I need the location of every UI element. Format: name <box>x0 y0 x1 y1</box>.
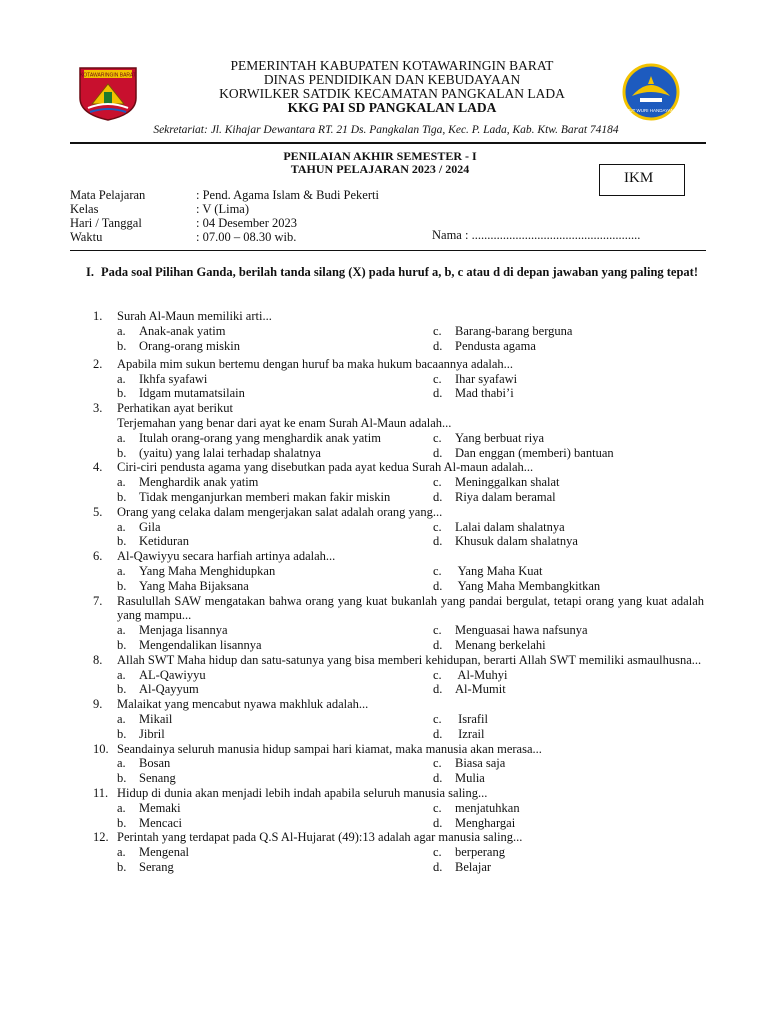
option-b[interactable] <box>117 682 199 697</box>
option-a[interactable] <box>117 712 172 727</box>
tut-wuri-logo-banner: TUT WURI HANDAYANI <box>626 108 676 113</box>
question-stem <box>0 357 768 372</box>
option-d[interactable] <box>433 579 600 594</box>
option-letter: c. <box>433 430 442 445</box>
question-text: Surah Al-Maun memiliki arti... <box>117 309 272 323</box>
option-letter: a. <box>117 623 126 638</box>
option-a[interactable] <box>117 431 381 446</box>
option-letter: a. <box>117 712 126 727</box>
question-item <box>0 786 768 830</box>
option-row <box>0 446 768 461</box>
question-item <box>0 653 768 697</box>
info-divider <box>70 250 706 251</box>
option-d[interactable] <box>433 771 485 786</box>
option-letter: d. <box>433 490 443 505</box>
option-row <box>0 475 768 490</box>
question-stem <box>0 697 768 712</box>
option-a[interactable] <box>117 801 181 816</box>
option-letter: a. <box>117 667 126 682</box>
option-text: Bosan <box>139 756 171 771</box>
question-item <box>0 697 768 741</box>
option-text: Yang Maha Membangkitkan <box>455 578 601 593</box>
option-letter: a. <box>117 800 126 815</box>
instruction <box>86 264 704 280</box>
option-letter: d. <box>433 815 443 830</box>
option-text: Menghardik anak yatim <box>139 475 259 490</box>
option-text: Lalai dalam shalatnya <box>455 519 565 534</box>
option-b[interactable] <box>117 579 249 594</box>
time-label: Waktu <box>70 230 103 244</box>
option-row <box>0 668 768 683</box>
option-row <box>0 816 768 831</box>
option-text: Khusuk dalam shalatnya <box>455 534 578 549</box>
letterhead <box>150 59 634 115</box>
option-text: Tidak menganjurkan memberi makan fakir miskin <box>139 490 391 505</box>
letterhead-kkg: KKG PAI SD PANGKALAN LADA <box>287 100 497 115</box>
option-text: Menang berkelahi <box>455 638 546 653</box>
option-c[interactable] <box>433 756 505 771</box>
option-row <box>0 638 768 653</box>
option-b[interactable] <box>117 446 321 461</box>
option-text: Memaki <box>139 800 181 815</box>
question-item <box>0 309 768 353</box>
option-letter: c. <box>433 712 442 727</box>
letterhead-divider <box>70 142 706 144</box>
option-d[interactable] <box>433 490 556 505</box>
question-item <box>0 505 768 549</box>
option-text: Yang berbuat riya <box>455 430 544 445</box>
question-number: 9. <box>93 697 103 712</box>
class-value: : V (Lima) <box>196 202 250 216</box>
question-stem <box>0 505 768 520</box>
option-d[interactable] <box>433 638 546 653</box>
option-text: Ketiduran <box>139 534 189 549</box>
option-text: Mencaci <box>139 815 183 830</box>
option-b[interactable] <box>117 638 262 653</box>
option-text: Ikhfa syafawi <box>139 371 208 386</box>
question-number: 12. <box>93 830 109 845</box>
option-d[interactable] <box>433 860 491 875</box>
option-letter: b. <box>117 682 127 697</box>
question-number: 2. <box>93 356 103 371</box>
option-letter: c. <box>433 667 442 682</box>
letterhead-government: PEMERINTAH KABUPATEN KOTAWARINGIN BARAT <box>230 58 554 73</box>
option-b[interactable] <box>117 490 390 505</box>
option-letter: d. <box>433 682 443 697</box>
option-text: Dan enggan (memberi) bantuan <box>455 445 614 460</box>
option-text: Itulah orang-orang yang menghardik anak yatim <box>139 430 381 445</box>
question-text: Al-Qawiyyu secara harfiah artinya adalah... <box>117 549 336 564</box>
question-text: Seandainya seluruh manusia hidup sampai hari kiamat, maka manusia akan merasa... <box>117 741 542 756</box>
question-stem <box>0 309 768 324</box>
question-number: 10. <box>93 741 109 756</box>
option-c[interactable] <box>433 372 517 387</box>
option-text: Senang <box>139 771 176 786</box>
question-text: Ciri-ciri pendusta agama yang disebutkan pada ayat kedua Surah Al-maun adalah... <box>117 460 534 475</box>
option-row <box>0 386 768 401</box>
exam-code-box: IKM <box>599 164 685 196</box>
option-text: Gila <box>139 519 161 534</box>
option-c[interactable] <box>433 845 505 860</box>
option-letter: c. <box>433 323 442 338</box>
option-row <box>0 564 768 579</box>
option-letter: a. <box>117 845 126 860</box>
option-text: menjatuhkan <box>455 800 520 815</box>
option-letter: d. <box>433 578 443 593</box>
option-row <box>0 845 768 860</box>
option-text: Mengenal <box>139 845 189 860</box>
option-letter: b. <box>117 638 127 653</box>
option-letter: a. <box>117 475 126 490</box>
question-text: Orang yang celaka dalam mengerjakan salat adalah orang yang... <box>117 504 443 519</box>
exam-title-line2: TAHUN PELAJARAN 2023 / 2024 <box>290 162 470 176</box>
option-text: Orang-orang miskin <box>139 338 241 353</box>
option-row <box>0 756 768 771</box>
option-text: Barang-barang berguna <box>455 323 573 338</box>
option-text: Al-Qayyum <box>139 682 199 697</box>
question-text: Perhatikan ayat berikut <box>117 401 233 416</box>
option-row <box>0 520 768 535</box>
question-stem <box>0 786 768 801</box>
option-b[interactable] <box>117 771 176 786</box>
student-name-field[interactable]: Nama : ...................................................... <box>432 228 641 242</box>
option-row <box>0 712 768 727</box>
option-text: Meninggalkan shalat <box>455 475 560 490</box>
question-item <box>0 742 768 786</box>
option-text: Yang Maha Menghidupkan <box>139 564 276 579</box>
question-stem <box>0 594 768 624</box>
option-b[interactable] <box>117 727 165 742</box>
option-text: Pendusta agama <box>455 338 536 353</box>
option-letter: a. <box>117 564 126 579</box>
option-letter: d. <box>433 859 443 874</box>
option-letter: c. <box>433 623 442 638</box>
question-stem <box>0 742 768 757</box>
question-item <box>0 357 768 401</box>
option-row <box>0 623 768 638</box>
question-stem <box>0 653 768 668</box>
option-text: Al-Mumit <box>455 682 506 697</box>
option-letter: c. <box>433 800 442 815</box>
question-item <box>0 594 768 653</box>
option-row <box>0 682 768 697</box>
option-letter: c. <box>433 564 442 579</box>
option-letter: a. <box>117 323 126 338</box>
option-letter: d. <box>433 771 443 786</box>
option-letter: a. <box>117 430 126 445</box>
question-number: 4. <box>93 460 103 475</box>
option-letter: b. <box>117 490 127 505</box>
question-text-continued: Terjemahan yang benar dari ayat ke enam Surah Al-Maun adalah... <box>117 416 452 431</box>
option-row <box>0 431 768 446</box>
instruction-number: I. <box>86 265 94 279</box>
option-d[interactable] <box>433 386 514 401</box>
option-a[interactable] <box>117 324 225 339</box>
option-letter: c. <box>433 475 442 490</box>
option-c[interactable] <box>433 431 544 446</box>
option-a[interactable] <box>117 668 206 683</box>
option-text: Mikail <box>139 712 173 727</box>
option-d[interactable] <box>433 534 578 549</box>
option-d[interactable] <box>433 816 515 831</box>
option-text: Anak-anak yatim <box>139 323 226 338</box>
option-letter: b. <box>117 578 127 593</box>
question-item <box>0 460 768 504</box>
option-letter: d. <box>433 386 443 401</box>
option-d[interactable] <box>433 727 485 742</box>
question-stem <box>0 549 768 564</box>
option-row <box>0 372 768 387</box>
question-text: Perintah yang terdapat pada Q.S Al-Hujarat (49):13 adalah agar manusia saling... <box>117 830 523 845</box>
question-number: 8. <box>93 652 103 667</box>
option-b[interactable] <box>117 339 240 354</box>
option-b[interactable] <box>117 386 245 401</box>
question-stem <box>0 830 768 845</box>
option-text: Israfil <box>455 712 488 727</box>
option-row <box>0 324 768 339</box>
option-text: Izrail <box>455 726 485 741</box>
option-a[interactable] <box>117 756 170 771</box>
option-letter: b. <box>117 445 127 460</box>
instruction-text: Pada soal Pilihan Ganda, berilah tanda silang (X) pada huruf a, b, c atau d di depan jawaban yang paling tepat! <box>101 265 699 279</box>
exam-title <box>220 150 540 176</box>
option-text: AL-Qawiyyu <box>139 667 206 682</box>
option-text: Menghargai <box>455 815 516 830</box>
regency-logo-banner: KOTAWARINGIN BARAT <box>79 72 137 79</box>
option-text: Mengendalikan lisannya <box>139 638 262 653</box>
date-label: Hari / Tanggal <box>70 216 142 230</box>
option-b[interactable] <box>117 860 174 875</box>
option-row <box>0 490 768 505</box>
option-letter: c. <box>433 756 442 771</box>
time-value: : 07.00 – 08.30 wib. <box>196 230 297 244</box>
option-a[interactable] <box>117 475 258 490</box>
option-letter: a. <box>117 519 126 534</box>
option-text: Mad thabi’i <box>455 386 514 401</box>
option-letter: c. <box>433 519 442 534</box>
question-item <box>0 830 768 874</box>
option-c[interactable] <box>433 668 507 683</box>
question-text: Apabila mim sukun bertemu dengan huruf ba maka hukum bacaannya adalah... <box>117 356 514 371</box>
option-row <box>0 727 768 742</box>
regency-logo-icon <box>74 62 142 122</box>
letterhead-korwilker: KORWILKER SATDIK KECAMATAN PANGKALAN LADA <box>219 86 565 101</box>
option-a[interactable] <box>117 845 189 860</box>
option-text: Ihar syafawi <box>455 371 518 386</box>
class-label: Kelas <box>70 202 99 216</box>
option-c[interactable] <box>433 623 588 638</box>
option-a[interactable] <box>117 623 228 638</box>
question-number: 11. <box>93 786 109 800</box>
option-letter: d. <box>433 638 443 653</box>
option-letter: a. <box>117 371 126 386</box>
question-number: 1. <box>93 309 103 323</box>
option-text: Yang Maha Bijaksana <box>139 578 249 593</box>
letterhead-department: DINAS PENDIDIKAN DAN KEBUDAYAAN <box>263 72 521 87</box>
question-text: Hidup di dunia akan menjadi lebih indah apabila seluruh manusia saling... <box>117 786 488 800</box>
date-value: : 04 Desember 2023 <box>196 216 298 230</box>
option-letter: d. <box>433 338 443 353</box>
option-text: Serang <box>139 859 174 874</box>
question-list <box>0 309 768 875</box>
question-text: Rasulullah SAW mengatakan bahwa orang yang kuat bukanlah yang pandai bergulat, tetapi orang yang kuat adalah yang mampu... <box>117 593 704 623</box>
option-letter: d. <box>433 445 443 460</box>
question-item <box>0 549 768 593</box>
option-letter: b. <box>117 859 127 874</box>
option-c[interactable] <box>433 564 543 579</box>
option-c[interactable] <box>433 324 572 339</box>
question-text: Allah SWT Maha hidup dan satu-satunya yang bisa memberi kehidupan, berarti Allah SWT memiliki asmaulhusna... <box>117 652 702 667</box>
option-letter: b. <box>117 534 127 549</box>
question-stem <box>0 460 768 475</box>
option-d[interactable] <box>433 339 536 354</box>
question-stem <box>0 401 768 416</box>
option-text: Biasa saja <box>455 756 506 771</box>
option-c[interactable] <box>433 801 520 816</box>
question-number: 5. <box>93 504 103 519</box>
option-row <box>0 579 768 594</box>
option-text: Idgam mutamatsilain <box>139 386 245 401</box>
option-text: Menjaga lisannya <box>139 623 228 638</box>
option-text: Riya dalam beramal <box>455 490 556 505</box>
option-text: Mulia <box>455 771 485 786</box>
option-d[interactable] <box>433 446 614 461</box>
option-row <box>0 339 768 354</box>
option-c[interactable] <box>433 475 560 490</box>
option-text: berperang <box>455 845 505 860</box>
option-text: (yaitu) yang lalai terhadap shalatnya <box>139 445 321 460</box>
option-row <box>0 534 768 549</box>
option-letter: d. <box>433 534 443 549</box>
option-letter: a. <box>117 756 126 771</box>
tut-wuri-handayani-logo-icon <box>618 62 684 122</box>
option-text: Jibril <box>139 726 165 741</box>
option-a[interactable] <box>117 564 275 579</box>
question-number: 7. <box>93 593 103 608</box>
subject-value: : Pend. Agama Islam & Budi Pekerti <box>196 188 379 202</box>
option-text: Al-Muhyi <box>455 667 508 682</box>
option-a[interactable] <box>117 520 161 535</box>
option-text: Yang Maha Kuat <box>455 564 543 579</box>
option-letter: c. <box>433 371 442 386</box>
option-row <box>0 801 768 816</box>
option-b[interactable] <box>117 816 182 831</box>
option-row <box>0 771 768 786</box>
option-letter: b. <box>117 386 127 401</box>
question-number: 3. <box>93 401 103 416</box>
option-d[interactable] <box>433 682 506 697</box>
option-letter: d. <box>433 726 443 741</box>
option-letter: b. <box>117 338 127 353</box>
option-letter: b. <box>117 815 127 830</box>
option-letter: c. <box>433 845 442 860</box>
subject-label: Mata Pelajaran <box>70 188 146 202</box>
question-number: 6. <box>93 549 103 564</box>
question-text: Malaikat yang mencabut nyawa makhluk adalah... <box>117 697 369 712</box>
option-text: Belajar <box>455 859 492 874</box>
secretariat-address: Sekretariat: Jl. Kihajar Dewantara RT. 21 Ds. Pangkalan Tiga, Kec. P. Lada, Kab. Ktw. Barat 74184 <box>153 124 619 136</box>
option-letter: b. <box>117 771 127 786</box>
option-a[interactable] <box>117 372 207 387</box>
option-text: Menguasai hawa nafsunya <box>455 623 588 638</box>
option-c[interactable] <box>433 520 565 535</box>
option-row <box>0 860 768 875</box>
exam-title-line1: PENILAIAN AKHIR SEMESTER - I <box>283 149 477 163</box>
option-letter: b. <box>117 726 127 741</box>
question-item <box>0 401 768 460</box>
option-c[interactable] <box>433 712 488 727</box>
option-b[interactable] <box>117 534 189 549</box>
